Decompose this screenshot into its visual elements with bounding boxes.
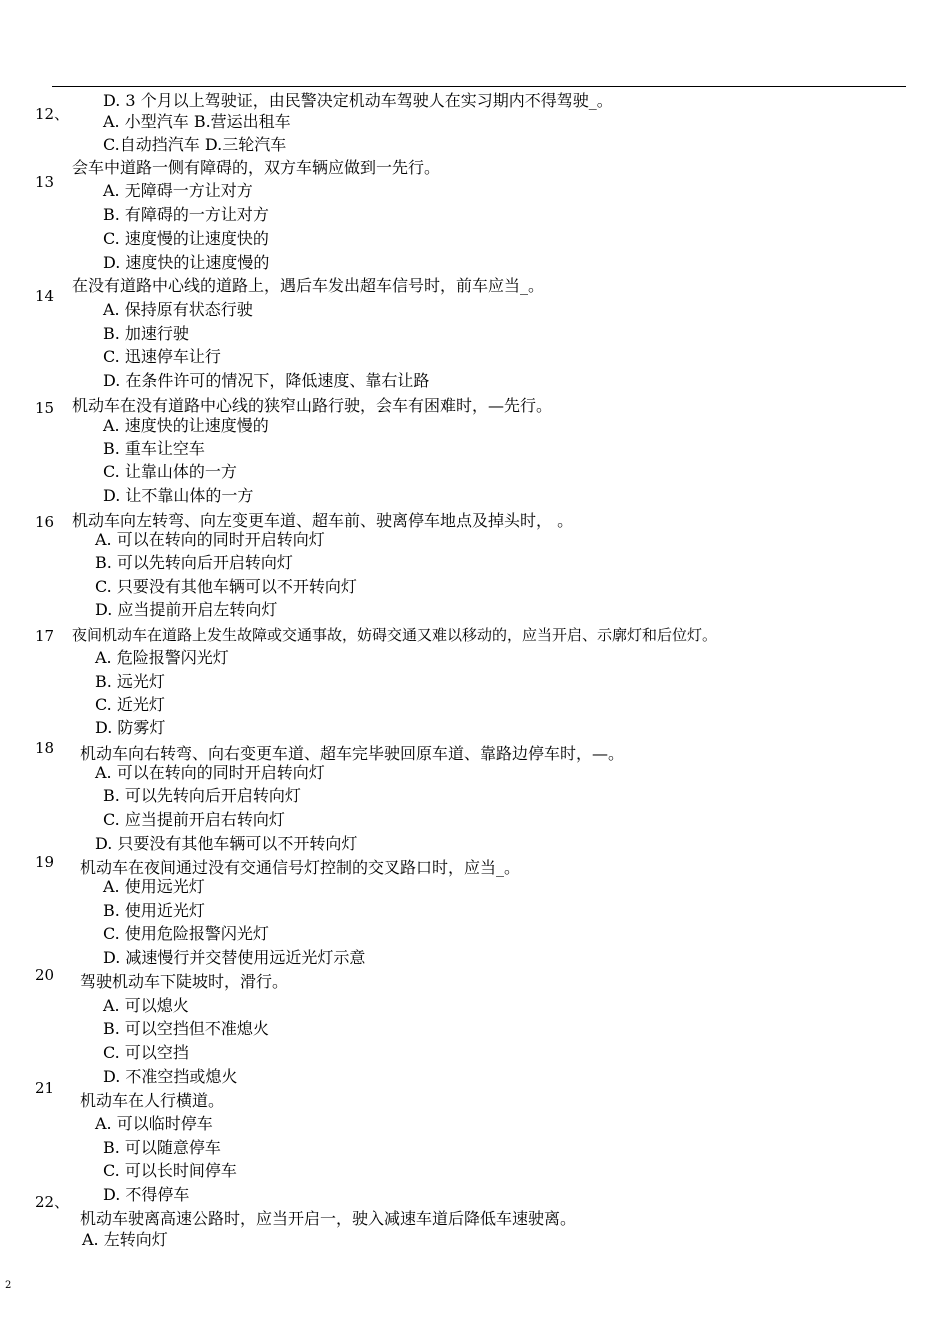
q13-stem: 会车中道路一侧有障碍的，双方车辆应做到一先行。 [72,158,441,177]
q22-option-a: A. 左转向灯 [82,1230,168,1249]
q12-option-d-continuation: D. 3 个月以上驾驶证，由民警决定机动车驾驶人在实习期内不得驾驶_。 [103,91,613,110]
q13-option-a: A. 无障碍一方让对方 [103,181,253,200]
q18-option-c: C. 应当提前开启右转向灯 [103,810,285,829]
q15-option-d: D. 让不靠山体的一方 [103,486,254,505]
q17-option-d: D. 防雾灯 [95,718,166,737]
q20-number: 20 [35,966,55,984]
q15-number: 15 [35,399,55,417]
q17-option-b: B. 远光灯 [95,672,165,691]
q15-stem: 机动车在没有道路中心线的狭窄山路行驶，会车有困难时，—先行。 [72,396,553,415]
q20-option-b: B. 可以空挡但不准熄火 [103,1019,269,1038]
q20-option-a: A. 可以熄火 [103,996,189,1015]
q21-option-c: C. 可以长时间停车 [103,1161,237,1180]
q20-stem: 驾驶机动车下陡坡时，滑行。 [80,972,289,991]
q15-option-c: C. 让靠山体的一方 [103,462,237,481]
q14-number: 14 [35,287,55,305]
q16-option-c: C. 只要没有其他车辆可以不开转向灯 [95,577,357,596]
q18-option-a: A. 可以在转向的同时开启转向灯 [95,763,325,782]
q15-option-a: A. 速度快的让速度慢的 [103,416,269,435]
q19-number: 19 [35,853,55,871]
q14-stem: 在没有道路中心线的道路上，遇后车发出超车信号时，前车应当_。 [72,276,545,295]
q17-option-c: C. 近光灯 [95,695,165,714]
q17-option-a: A. 危险报警闪光灯 [95,648,229,667]
q16-option-a: A. 可以在转向的同时开启转向灯 [95,530,325,549]
q19-stem: 机动车在夜间通过没有交通信号灯控制的交叉路口时，应当_。 [80,858,521,877]
q19-option-b: B. 使用近光灯 [103,901,205,920]
q16-option-d: D. 应当提前开启左转向灯 [95,600,278,619]
q19-option-c: C. 使用危险报警闪光灯 [103,924,269,943]
q15-option-b: B. 重车让空车 [103,439,205,458]
page-number: 2 [5,1280,12,1291]
q21-option-a: A. 可以临时停车 [95,1114,213,1133]
q14-option-d: D. 在条件许可的情况下，降低速度、靠右让路 [103,371,430,390]
q12-option-a-b: A. 小型汽车 B.营运出租车 [103,112,291,131]
q16-option-b: B. 可以先转向后开启转向灯 [95,553,293,572]
q17-stem: 夜间机动车在道路上发生故障或交通事故，妨碍交通又难以移动的，应当开启、示廓灯和后位灯。 [72,626,718,644]
q13-option-b: B. 有障碍的一方让对方 [103,205,269,224]
q18-stem: 机动车向右转弯、向右变更车道、超车完毕驶回原车道、靠路边停车时，—。 [80,744,625,763]
q22-number: 22、 [35,1193,70,1211]
q13-option-c: C. 速度慢的让速度快的 [103,229,269,248]
q14-option-b: B. 加速行驶 [103,324,189,343]
q12-option-c-d: C.自动挡汽车 D.三轮汽车 [103,135,287,154]
q14-option-a: A. 保持原有状态行驶 [103,300,253,319]
q21-option-d: D. 不得停车 [103,1185,190,1204]
q13-number: 13 [35,173,55,191]
q20-option-d: D. 不准空挡或熄火 [103,1067,238,1086]
q21-number: 21 [35,1079,55,1097]
q19-option-d: D. 减速慢行并交替使用远近光灯示意 [103,948,366,967]
q21-option-b: B. 可以随意停车 [103,1138,221,1157]
q16-number: 16 [35,513,55,531]
q16-stem: 机动车向左转弯、向左变更车道、超车前、驶离停车地点及掉头时， 。 [72,511,574,530]
q21-stem: 机动车在人行横道。 [80,1091,225,1110]
header-rule [52,86,906,87]
q18-option-d: D. 只要没有其他车辆可以不开转向灯 [95,834,358,853]
q12-number: 12、 [35,105,70,123]
q18-number: 18 [35,739,55,757]
q22-stem: 机动车驶离高速公路时，应当开启一，驶入减速车道后降低车速驶离。 [80,1209,577,1228]
q19-option-a: A. 使用远光灯 [103,877,205,896]
q20-option-c: C. 可以空挡 [103,1043,189,1062]
q14-option-c: C. 迅速停车让行 [103,347,221,366]
q13-option-d: D. 速度快的让速度慢的 [103,253,270,272]
q18-option-b: B. 可以先转向后开启转向灯 [103,786,301,805]
q17-number: 17 [35,627,55,645]
